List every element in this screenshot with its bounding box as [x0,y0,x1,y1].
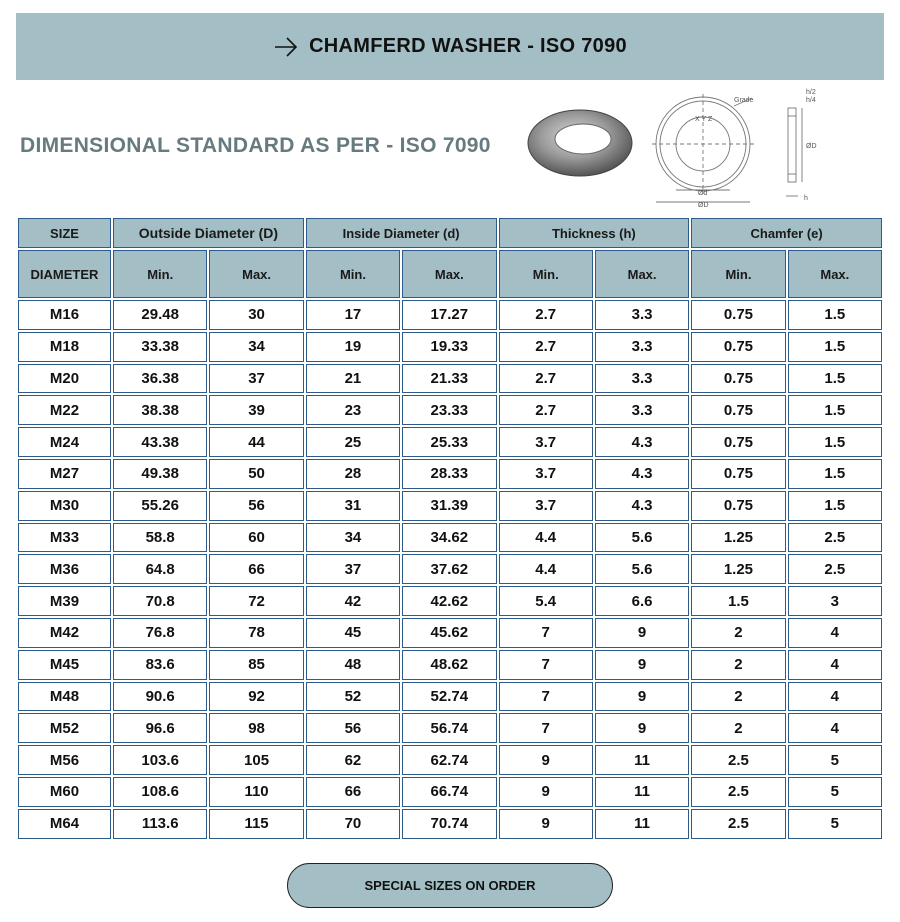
value-cell: 0.75 [691,332,785,362]
value-cell: 90.6 [113,682,207,712]
size-cell: M48 [18,682,111,712]
value-cell: 19 [306,332,400,362]
value-cell: 1.5 [691,586,785,616]
size-cell: M52 [18,713,111,743]
value-cell: 78 [209,618,303,648]
value-cell: 110 [209,777,303,807]
value-cell: 105 [209,745,303,775]
value-cell: 2 [691,682,785,712]
dimension-table [16,216,884,841]
value-cell: 9 [595,618,689,648]
right-arrow-icon [273,36,299,58]
header-diameter: DIAMETER [18,250,111,298]
value-cell: 64.8 [113,554,207,584]
value-cell: 98 [209,713,303,743]
header-max: Max. [595,250,689,298]
value-cell: 4 [788,618,882,648]
value-cell: 62.74 [402,745,496,775]
value-cell: 21 [306,364,400,394]
table-row [18,586,882,616]
value-cell: 5 [788,777,882,807]
table-row [18,809,882,839]
header-outside-diameter: Outside Diameter (D) [113,218,304,248]
value-cell: 28.33 [402,459,496,489]
value-cell: 5.4 [499,586,593,616]
drawing-label-h2: h/2 [806,89,816,96]
value-cell: 17 [306,300,400,330]
value-cell: 29.48 [113,300,207,330]
value-cell: 4.3 [595,459,689,489]
table-row [18,523,882,553]
value-cell: 7 [499,650,593,680]
size-cell: M42 [18,618,111,648]
header-min: Min. [691,250,785,298]
value-cell: 62 [306,745,400,775]
value-cell: 0.75 [691,427,785,457]
value-cell: 48 [306,650,400,680]
value-cell: 56 [306,713,400,743]
value-cell: 2.5 [788,554,882,584]
value-cell: 5 [788,809,882,839]
value-cell: 2.7 [499,300,593,330]
value-cell: 9 [595,713,689,743]
value-cell: 9 [499,809,593,839]
table-row [18,300,882,330]
drawing-label-h: h [804,195,808,202]
value-cell: 3.3 [595,395,689,425]
value-cell: 0.75 [691,395,785,425]
value-cell: 34.62 [402,523,496,553]
table-body [18,300,882,839]
size-cell: M30 [18,491,111,521]
value-cell: 4.4 [499,523,593,553]
header-thickness: Thickness (h) [499,218,690,248]
value-cell: 3 [788,586,882,616]
header-inside-diameter: Inside Diameter (d) [306,218,497,248]
table-row [18,618,882,648]
value-cell: 9 [595,650,689,680]
value-cell: 2.7 [499,364,593,394]
value-cell: 2.7 [499,395,593,425]
value-cell: 76.8 [113,618,207,648]
page-title: CHAMFERD WASHER - ISO 7090 [309,35,627,57]
size-cell: M33 [18,523,111,553]
value-cell: 108.6 [113,777,207,807]
value-cell: 50 [209,459,303,489]
value-cell: 72 [209,586,303,616]
header-chamfer: Chamfer (e) [691,218,882,248]
value-cell: 36.38 [113,364,207,394]
table-row [18,650,882,680]
table-row [18,491,882,521]
value-cell: 3.3 [595,364,689,394]
value-cell: 31.39 [402,491,496,521]
value-cell: 45.62 [402,618,496,648]
value-cell: 3.3 [595,332,689,362]
value-cell: 3.7 [499,491,593,521]
drawing-label-od: ØD [698,202,709,209]
value-cell: 3.3 [595,300,689,330]
value-cell: 7 [499,618,593,648]
value-cell: 4 [788,713,882,743]
value-cell: 38.38 [113,395,207,425]
value-cell: 1.25 [691,554,785,584]
value-cell: 2 [691,618,785,648]
header-min: Min. [499,250,593,298]
table-row [18,332,882,362]
value-cell: 2 [691,713,785,743]
value-cell: 5.6 [595,554,689,584]
value-cell: 2.7 [499,332,593,362]
table-row [18,713,882,743]
value-cell: 23.33 [402,395,496,425]
value-cell: 1.25 [691,523,785,553]
size-cell: M39 [18,586,111,616]
header-max: Max. [402,250,496,298]
value-cell: 49.38 [113,459,207,489]
value-cell: 9 [499,777,593,807]
table-row [18,459,882,489]
size-cell: M22 [18,395,111,425]
value-cell: 3.7 [499,459,593,489]
drawing-label-xyz: X Y Z [695,116,713,123]
table-row [18,395,882,425]
value-cell: 2 [691,650,785,680]
value-cell: 2.5 [788,523,882,553]
table-row [18,554,882,584]
value-cell: 17.27 [402,300,496,330]
size-cell: M45 [18,650,111,680]
size-cell: M64 [18,809,111,839]
value-cell: 48.62 [402,650,496,680]
value-cell: 70 [306,809,400,839]
value-cell: 56.74 [402,713,496,743]
value-cell: 0.75 [691,300,785,330]
value-cell: 30 [209,300,303,330]
value-cell: 60 [209,523,303,553]
value-cell: 83.6 [113,650,207,680]
value-cell: 37 [209,364,303,394]
value-cell: 9 [595,682,689,712]
header-min: Min. [306,250,400,298]
value-cell: 23 [306,395,400,425]
value-cell: 5.6 [595,523,689,553]
table-row [18,427,882,457]
value-cell: 25.33 [402,427,496,457]
value-cell: 28 [306,459,400,489]
drawing-label-grade: Grade [734,97,754,104]
size-cell: M60 [18,777,111,807]
size-cell: M36 [18,554,111,584]
value-cell: 33.38 [113,332,207,362]
value-cell: 66 [209,554,303,584]
value-cell: 37 [306,554,400,584]
value-cell: 37.62 [402,554,496,584]
value-cell: 115 [209,809,303,839]
value-cell: 42.62 [402,586,496,616]
value-cell: 70.8 [113,586,207,616]
value-cell: 42 [306,586,400,616]
value-cell: 1.5 [788,395,882,425]
value-cell: 52.74 [402,682,496,712]
value-cell: 1.5 [788,491,882,521]
value-cell: 1.5 [788,459,882,489]
table-row [18,364,882,394]
value-cell: 7 [499,713,593,743]
value-cell: 39 [209,395,303,425]
table-row [18,682,882,712]
value-cell: 4.3 [595,491,689,521]
washer-drawing [520,86,850,212]
size-cell: M20 [18,364,111,394]
value-cell: 1.5 [788,300,882,330]
value-cell: 52 [306,682,400,712]
value-cell: 11 [595,745,689,775]
value-cell: 9 [499,745,593,775]
value-cell: 25 [306,427,400,457]
value-cell: 92 [209,682,303,712]
value-cell: 2.5 [691,809,785,839]
size-cell: M16 [18,300,111,330]
value-cell: 3.7 [499,427,593,457]
value-cell: 7 [499,682,593,712]
size-cell: M27 [18,459,111,489]
value-cell: 31 [306,491,400,521]
value-cell: 4.4 [499,554,593,584]
value-cell: 56 [209,491,303,521]
value-cell: 45 [306,618,400,648]
washer-side-view [786,108,802,196]
value-cell: 113.6 [113,809,207,839]
size-cell: M24 [18,427,111,457]
value-cell: 19.33 [402,332,496,362]
table-row [18,777,882,807]
header-max: Max. [788,250,882,298]
value-cell: 11 [595,777,689,807]
value-cell: 2.5 [691,745,785,775]
table-row [18,745,882,775]
value-cell: 1.5 [788,332,882,362]
value-cell: 58.8 [113,523,207,553]
value-cell: 34 [209,332,303,362]
value-cell: 34 [306,523,400,553]
value-cell: 6.6 [595,586,689,616]
value-cell: 11 [595,809,689,839]
size-cell: M18 [18,332,111,362]
washer-photo [528,110,632,176]
title-banner [16,13,884,80]
value-cell: 1.5 [788,364,882,394]
value-cell: 2.5 [691,777,785,807]
value-cell: 4 [788,650,882,680]
value-cell: 103.6 [113,745,207,775]
value-cell: 55.26 [113,491,207,521]
value-cell: 0.75 [691,364,785,394]
value-cell: 70.74 [402,809,496,839]
special-sizes-button[interactable]: SPECIAL SIZES ON ORDER [287,863,613,908]
value-cell: 96.6 [113,713,207,743]
value-cell: 1.5 [788,427,882,457]
value-cell: 5 [788,745,882,775]
standard-subtitle: DIMENSIONAL STANDARD AS PER - ISO 7090 [20,134,491,157]
header-min: Min. [113,250,207,298]
drawing-label-id: Ød [698,190,708,197]
value-cell: 44 [209,427,303,457]
value-cell: 0.75 [691,491,785,521]
value-cell: 85 [209,650,303,680]
value-cell: 0.75 [691,459,785,489]
value-cell: 66 [306,777,400,807]
value-cell: 66.74 [402,777,496,807]
washer-front-view [652,94,754,202]
value-cell: 4.3 [595,427,689,457]
header-max: Max. [209,250,303,298]
drawing-label-h4: h/4 [806,97,816,104]
value-cell: 43.38 [113,427,207,457]
size-cell: M56 [18,745,111,775]
header-size: SIZE [18,218,111,248]
drawing-label-od-side: ØD [806,143,817,150]
value-cell: 21.33 [402,364,496,394]
value-cell: 4 [788,682,882,712]
